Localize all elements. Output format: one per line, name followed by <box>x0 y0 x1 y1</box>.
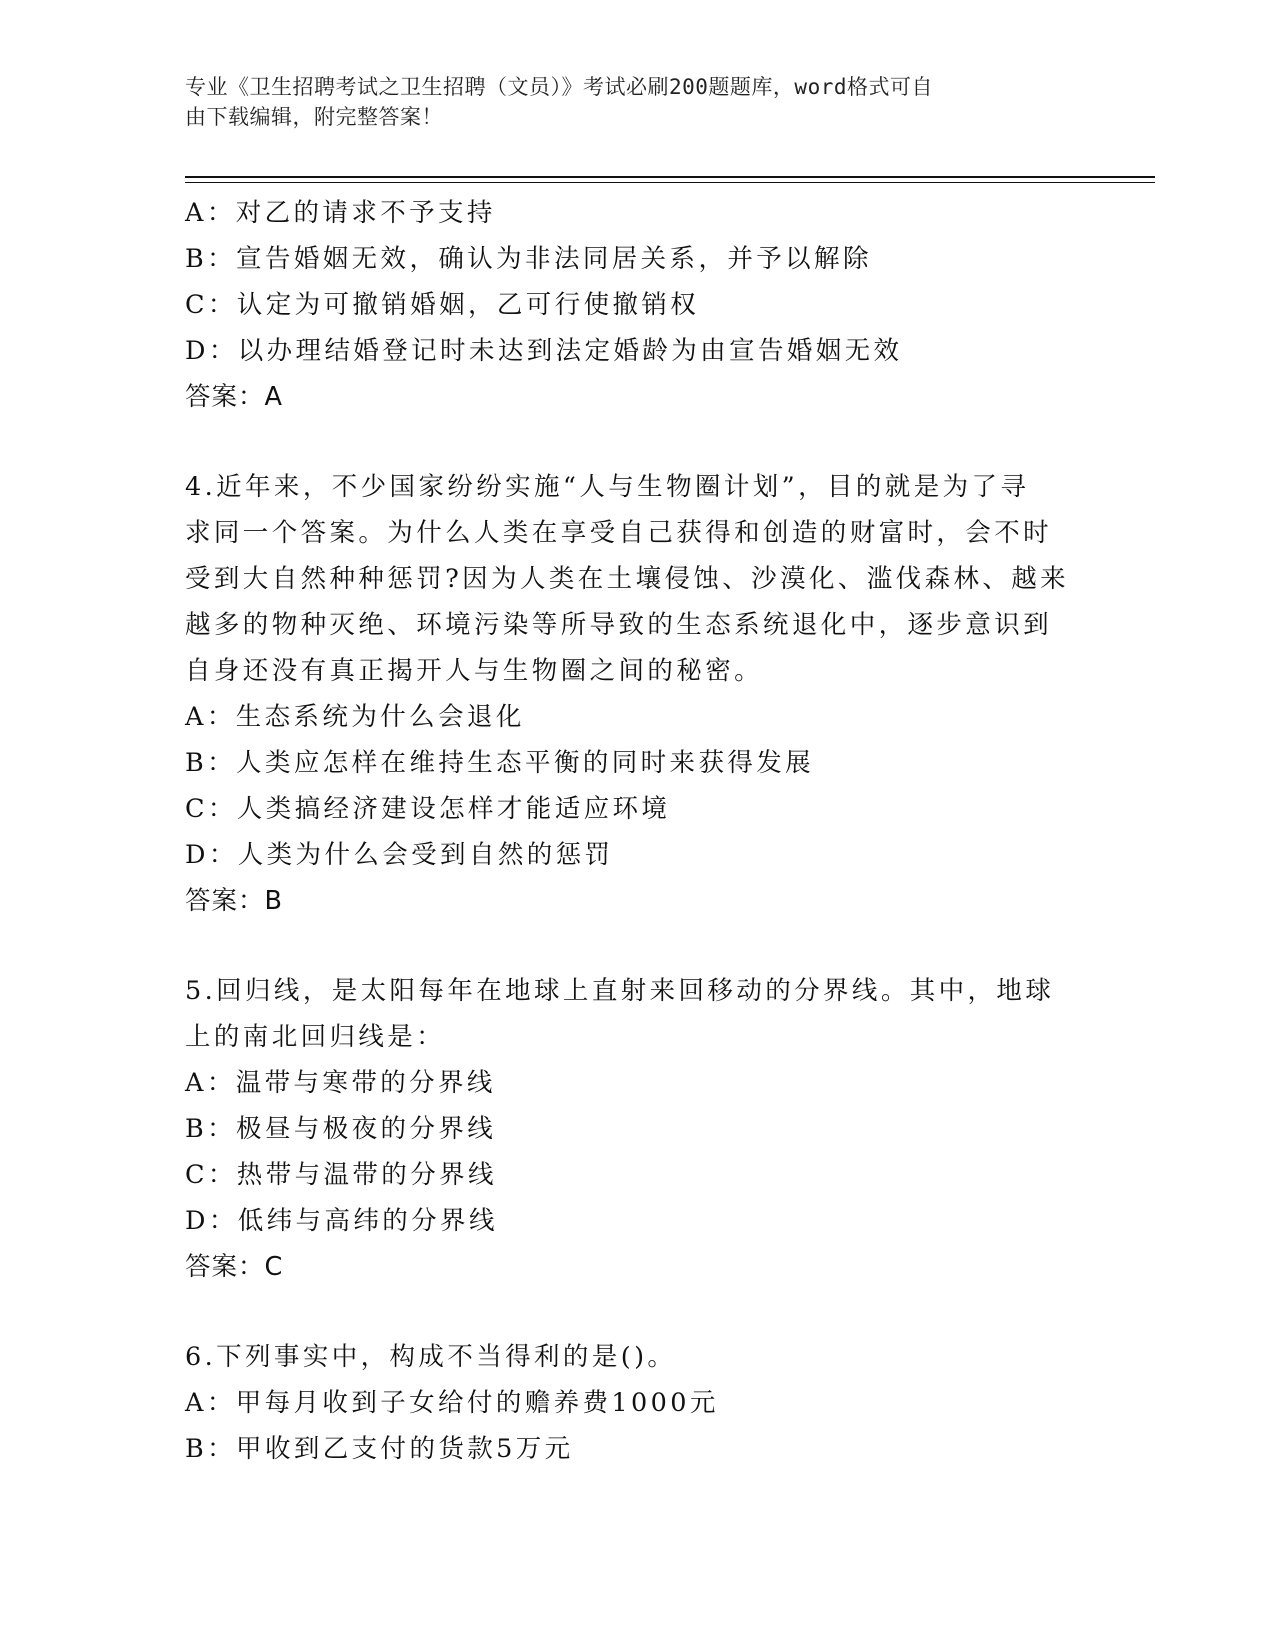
option-b: B：人类应怎样在维持生态平衡的同时来获得发展 <box>185 748 815 778</box>
question-5 <box>185 968 1085 1290</box>
answer-line: 答案：A <box>185 382 283 412</box>
question-3-options <box>185 190 1085 420</box>
option-c: C：人类搞经济建设怎样才能适应环境 <box>185 794 671 824</box>
option-a: A：对乙的请求不予支持 <box>185 198 496 228</box>
question-4 <box>185 464 1085 924</box>
answer-line: 答案：B <box>185 886 283 916</box>
document-header <box>185 72 1065 132</box>
option-d: D：人类为什么会受到自然的惩罚 <box>185 840 614 870</box>
option-d: D：低纬与高纬的分界线 <box>185 1206 498 1236</box>
question-6-text <box>185 1334 1065 1380</box>
option-c: C：认定为可撤销婚姻，乙可行使撤销权 <box>185 290 700 320</box>
option-b: B：甲收到乙支付的货款5万元 <box>185 1434 574 1464</box>
header-line-1: 专业《卫生招聘考试之卫生招聘（文员）》考试必刷200题题库，word格式可自 <box>185 75 933 99</box>
question-text-line: 自身还没有真正揭开人与生物圈之间的秘密。 <box>185 656 764 686</box>
option-a: A：甲每月收到子女给付的赡养费1000元 <box>185 1388 719 1418</box>
question-text-line: 5.回归线，是太阳每年在地球上直射来回移动的分界线。其中，地球 <box>185 976 1055 1006</box>
question-text-line: 求同一个答案。为什么人类在享受自己获得和创造的财富时，会不时 <box>185 518 1053 548</box>
option-b: B：极昼与极夜的分界线 <box>185 1114 497 1144</box>
header-divider-thin <box>185 182 1155 183</box>
option-c: C：热带与温带的分界线 <box>185 1160 497 1190</box>
question-5-text <box>185 968 1065 1060</box>
question-content <box>185 190 1085 1472</box>
question-text-line: 越多的物种灭绝、环境污染等所导致的生态系统退化中，逐步意识到 <box>185 610 1053 640</box>
option-a: A：生态系统为什么会退化 <box>185 702 525 732</box>
answer-line: 答案：C <box>185 1252 284 1282</box>
question-text-line: 6.下列事实中，构成不当得利的是()。 <box>185 1342 677 1372</box>
question-text-line: 受到大自然种种惩罚?因为人类在土壤侵蚀、沙漠化、滥伐森林、越来 <box>185 564 1070 594</box>
header-line-2: 由下载编辑，附完整答案！ <box>185 105 443 129</box>
question-text-line: 4.近年来，不少国家纷纷实施“人与生物圈计划”，目的就是为了寻 <box>185 472 1030 502</box>
option-b: B：宣告婚姻无效，确认为非法同居关系，并予以解除 <box>185 244 872 274</box>
option-a: A：温带与寒带的分界线 <box>185 1068 496 1098</box>
question-text-line: 上的南北回归线是： <box>185 1022 446 1052</box>
header-divider-thick <box>185 176 1155 178</box>
question-6 <box>185 1334 1085 1472</box>
option-d: D：以办理结婚登记时未达到法定婚龄为由宣告婚姻无效 <box>185 336 903 366</box>
question-4-text <box>185 464 1070 694</box>
